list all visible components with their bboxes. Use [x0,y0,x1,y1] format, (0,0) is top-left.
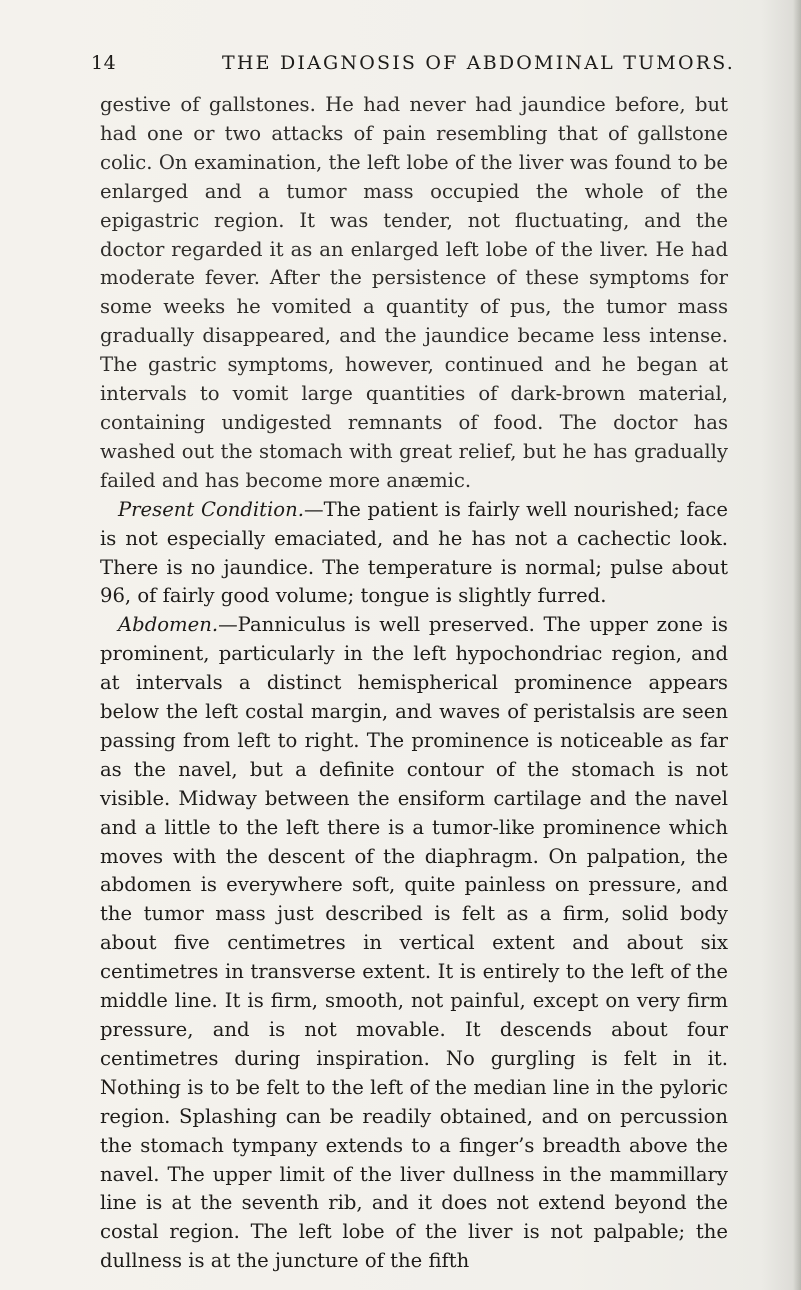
present-condition-heading: Present Condition. [118,497,304,521]
page-edge-shadow [793,0,801,1290]
running-title: THE DIAGNOSIS OF ABDOMINAL TUMORS. [222,52,736,74]
body-text [100,91,728,1276]
abdomen-heading: Abdomen. [118,613,219,637]
history-paragraph: gestive of gallstones. He had never had jaundice before, but had one or two attacks of pain resembling that of gallstone colic. On examination, the left lobe of the liver was found to be enlarged and a tumor mass occupied the whole of the epigastric region. It was tender, not fluctuating, and the doctor regarded it as an enlarged left lobe of the liver. He had moderate fever. After the persistence of these symptoms for some weeks he vomited a quantity of pus, the tumor mass gradually disappeared, and the jaundice became less intense. The gastric symptoms, however, continued and he began at intervals to vomit large quantities of dark-brown material, containing undigested remnants of food. The doctor has washed out the stomach with great relief, but he has gradually failed and has become more anæmic. [100,93,728,492]
present-condition-paragraph [100,496,728,612]
page-number: 14 [91,52,117,74]
page-header [0,52,801,82]
abdomen-text: —Panniculus is well preserved. The upper zone is prominent, particularly in the left hypochondriac region, and at intervals a distinct hemispherical prominence appears below the left costal margin, and waves of peristalsis are seen passing from left to right. The prominence is noticeable as far as the navel, but a definite contour of the stomach is not visible. Midway between the ensiform cartilage and the navel and a little to the left there is a tumor-like prominence which moves with the descent of the diaphragm. On palpation, the abdomen is everywhere soft, quite painless on pressure, and the tumor mass just described is felt as a firm, solid body about five centimetres in vertical extent and about six centimetres in transverse extent. It is entirely to the left of the middle line. It is firm, smooth, not painful, except on very firm pressure, and is not movable. It descends about four centimetres during inspiration. No gurgling is felt in it. Nothing is to be felt to the left of the median line in the pyloric region. Splashing can be readily obtained, and on percussion the stomach tympany extends to a finger’s breadth above the navel. The upper limit of the liver dullness in the mammillary line is at the seventh rib, and it does not extend beyond the costal region. The left lobe of the liver is not palpable; the dullness is at the juncture of the fifth [100,613,728,1273]
abdomen-paragraph [100,611,728,1276]
present-condition-text: —The patient is fairly well nourished; face is not especially emaciated, and he has not a cachectic look. There is no jaundice. The temperature is normal; pulse about 96, of fairly good volume; tongue is slightly furred. [100,497,728,608]
